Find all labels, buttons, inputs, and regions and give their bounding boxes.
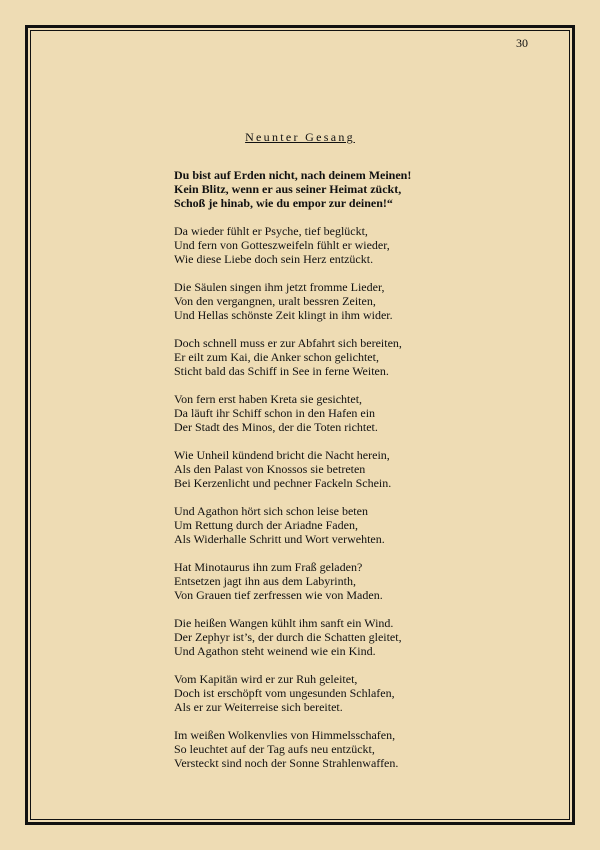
verse-line: Die heißen Wangen kühlt ihm sanft ein Wind. bbox=[174, 616, 394, 630]
canto-title: Neunter Gesang bbox=[245, 130, 355, 144]
verse-line: So leuchtet auf der Tag aufs neu entzückt, bbox=[174, 742, 375, 756]
verse-line: Und Agathon hört sich schon leise beten bbox=[174, 504, 368, 518]
verse-line: Als er zur Weiterreise sich bereitet. bbox=[174, 700, 343, 714]
verse-line: Als den Palast von Knossos sie betreten bbox=[174, 462, 366, 476]
verse-line: Du bist auf Erden nicht, nach deinem Meinen! bbox=[174, 168, 412, 182]
verse-line: Da wieder fühlt er Psyche, tief beglückt, bbox=[174, 224, 368, 238]
verse-line: Wie Unheil kündend bricht die Nacht herein, bbox=[174, 448, 390, 462]
verse-line: Und Hellas schönste Zeit klingt in ihm wider. bbox=[174, 308, 393, 322]
stanza bbox=[174, 728, 411, 770]
verse-line: Und Agathon steht weinend wie ein Kind. bbox=[174, 644, 376, 658]
verse-line: Der Stadt des Minos, der die Toten richtet. bbox=[174, 420, 378, 434]
verse-line: Da läuft ihr Schiff schon in den Hafen ein bbox=[174, 406, 376, 420]
verse-line: Von den vergangnen, uralt bessren Zeiten, bbox=[174, 294, 376, 308]
stanza bbox=[174, 448, 411, 490]
verse-line: Schoß je hinab, wie du empor zur deinen!“ bbox=[174, 196, 393, 210]
stanza bbox=[174, 560, 411, 602]
verse-line: Die Säulen singen ihm jetzt fromme Lieder, bbox=[174, 280, 385, 294]
verse-line: Von fern erst haben Kreta sie gesichtet, bbox=[174, 392, 363, 406]
verse-line: Kein Blitz, wenn er aus seiner Heimat zückt, bbox=[174, 182, 402, 196]
verse-line: Von Grauen tief zerfressen wie von Maden. bbox=[174, 588, 383, 602]
verse-line: Wie diese Liebe doch sein Herz entzückt. bbox=[174, 252, 374, 266]
stanza bbox=[174, 672, 411, 714]
verse-line: Bei Kerzenlicht und pechner Fackeln Schein. bbox=[174, 476, 392, 490]
verse-line: Versteckt sind noch der Sonne Strahlenwaffen. bbox=[174, 756, 399, 770]
verse-line: Er eilt zum Kai, die Anker schon gelichtet, bbox=[174, 350, 379, 364]
verse-line: Der Zephyr ist’s, der durch die Schatten gleitet, bbox=[174, 630, 402, 644]
verse-line: Vom Kapitän wird er zur Ruh geleitet, bbox=[174, 672, 358, 686]
verse-line: Als Widerhalle Schritt und Wort verwehten. bbox=[174, 532, 385, 546]
verse-line: Und fern von Gotteszweifeln fühlt er wieder, bbox=[174, 238, 390, 252]
stanza bbox=[174, 616, 411, 658]
stanza bbox=[174, 280, 411, 322]
stanza bbox=[174, 504, 411, 546]
stanza bbox=[174, 168, 411, 210]
stanza bbox=[174, 392, 411, 434]
stanza bbox=[174, 336, 411, 378]
verse-line: Doch schnell muss er zur Abfahrt sich bereiten, bbox=[174, 336, 402, 350]
verse-line: Hat Minotaurus ihn zum Fraß geladen? bbox=[174, 560, 363, 574]
stanza bbox=[174, 224, 411, 266]
verse-line: Sticht bald das Schiff in See in ferne Weiten. bbox=[174, 364, 389, 378]
verse-line: Entsetzen jagt ihn aus dem Labyrinth, bbox=[174, 574, 356, 588]
poem-body bbox=[174, 168, 411, 784]
verse-line: Im weißen Wolkenvlies von Himmelsschafen, bbox=[174, 728, 396, 742]
verse-line: Um Rettung durch der Ariadne Faden, bbox=[174, 518, 358, 532]
verse-line: Doch ist erschöpft vom ungesunden Schlafen, bbox=[174, 686, 395, 700]
page-number: 30 bbox=[516, 36, 528, 50]
